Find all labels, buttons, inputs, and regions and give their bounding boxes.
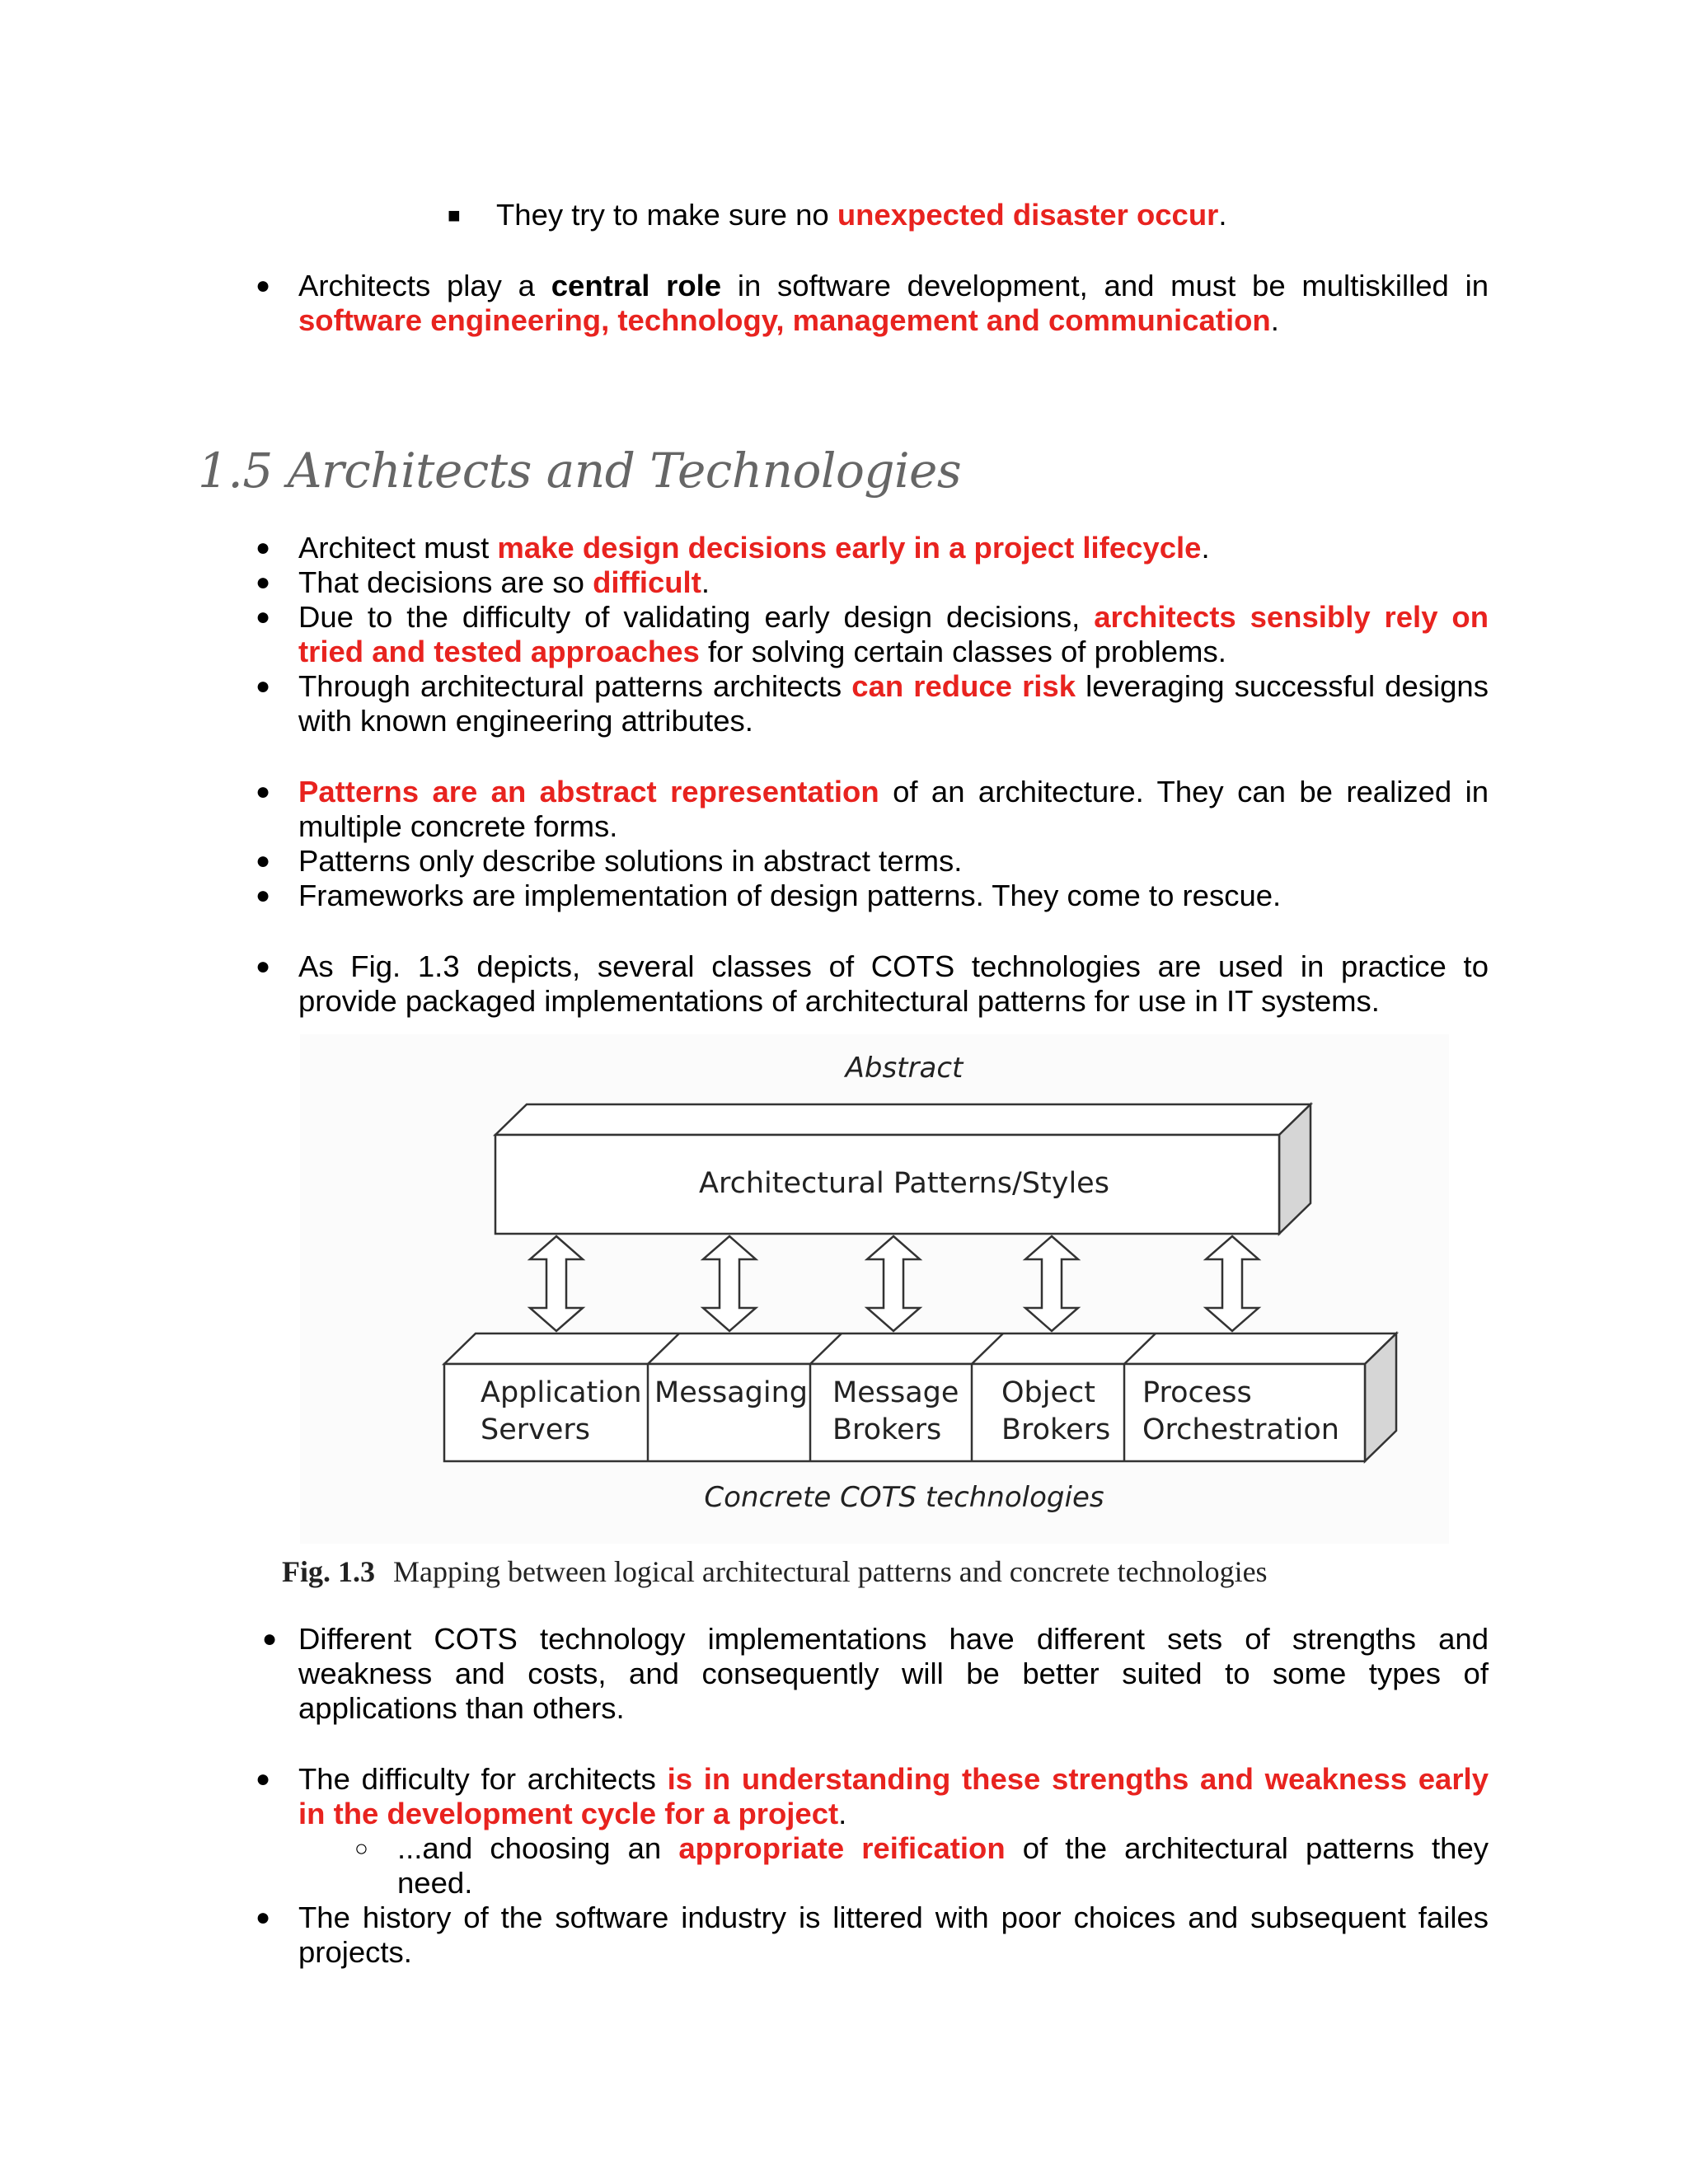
section-heading: 1.5 Architects and Technologies bbox=[198, 443, 962, 499]
bullet-dot-icon: ● bbox=[262, 1625, 278, 1652]
bullet-patterns-abstract-line2: multiple concrete forms. bbox=[298, 809, 618, 843]
tech-boxes bbox=[444, 1333, 1396, 1461]
bullet-cots-strengths-line3: applications than others. bbox=[298, 1691, 625, 1725]
bullet-validating-line1: Due to the difficulty of validating early design decisions, architects sensibly rely on bbox=[298, 600, 1489, 634]
bullet-cots-line2: provide packaged implementations of architectural patterns for use in IT systems. bbox=[298, 984, 1380, 1018]
bullet-dot-icon: ● bbox=[256, 778, 271, 805]
tech-box-3-line2: Brokers bbox=[832, 1413, 942, 1446]
tech-box-5-line2: Orchestration bbox=[1142, 1413, 1339, 1446]
sub-bullet-disaster: They try to make sure no unexpected disaster occur. bbox=[496, 198, 1227, 232]
caption-number: Fig. 1.3 bbox=[282, 1555, 375, 1588]
tech-box-2-line1: Messaging bbox=[654, 1376, 808, 1409]
bullet-dot-icon: ● bbox=[256, 1904, 271, 1931]
figure-diagram bbox=[300, 1034, 1449, 1544]
arrows-group bbox=[530, 1236, 1259, 1331]
figure-svg bbox=[300, 1034, 1449, 1544]
bullet-dot-icon: ● bbox=[256, 569, 271, 596]
architects-role-line1: Architects play a central role in software development, and must be multiskilled in bbox=[298, 269, 1489, 302]
bullet-circle-icon: ○ bbox=[354, 1835, 368, 1861]
tech-box-3-line1: Message bbox=[832, 1376, 959, 1409]
tech-box-4-line1: Object bbox=[1001, 1376, 1095, 1409]
double-arrow-icon bbox=[1025, 1236, 1078, 1331]
bullet-cots-line1: As Fig. 1.3 depicts, several classes of COTS technologies are used in practice to bbox=[298, 949, 1489, 983]
patterns-box bbox=[495, 1104, 1311, 1234]
bullet-dot-icon: ● bbox=[256, 1765, 271, 1793]
bullet-dot-icon: ● bbox=[256, 882, 271, 909]
sub-bullet-reification-line2: need. bbox=[397, 1866, 473, 1900]
bullet-reduce-risk-line1: Through architectural patterns architects can reduce risk leveraging successful designs bbox=[298, 669, 1489, 703]
bullet-frameworks: Frameworks are implementation of design patterns. They come to rescue. bbox=[298, 879, 1282, 912]
abstract-label: Abstract bbox=[845, 1052, 964, 1085]
bullet-difficulty-line1: The difficulty for architects is in understanding these strengths and weakness early bbox=[298, 1762, 1489, 1796]
bullet-difficulty-line2: in the development cycle for a project. bbox=[298, 1797, 847, 1830]
bullet-history-line2: projects. bbox=[298, 1935, 412, 1969]
bullet-dot-icon: ● bbox=[256, 673, 271, 700]
tech-box-5-line1: Process bbox=[1142, 1376, 1252, 1409]
double-arrow-icon bbox=[530, 1236, 583, 1331]
architects-role-line2: software engineering, technology, management and communication. bbox=[298, 303, 1279, 337]
bullet-cots-strengths-line2: weakness and costs, and consequently will be better suited to some types of bbox=[298, 1657, 1489, 1690]
tech-box-1-line2: Servers bbox=[481, 1413, 591, 1446]
tech-box-4-line2: Brokers bbox=[1001, 1413, 1111, 1446]
patterns-box-label: Architectural Patterns/Styles bbox=[699, 1167, 1109, 1200]
double-arrow-icon bbox=[867, 1236, 920, 1331]
bullet-design-decisions: Architect must make design decisions early in a project lifecycle. bbox=[298, 531, 1210, 565]
double-arrow-icon bbox=[703, 1236, 756, 1331]
bullet-dot-icon: ● bbox=[256, 603, 271, 630]
bullet-reduce-risk-line2: with known engineering attributes. bbox=[298, 704, 753, 738]
figure-caption bbox=[282, 1554, 1268, 1589]
bullet-patterns-abstract-line1: Patterns are an abstract representation of an architecture. They can be realized in bbox=[298, 775, 1489, 808]
bullet-cots-strengths-line1: Different COTS technology implementations have different sets of strengths and bbox=[298, 1622, 1489, 1656]
double-arrow-icon bbox=[1206, 1236, 1259, 1331]
bullet-difficult: That decisions are so difficult. bbox=[298, 565, 710, 599]
sub-bullet-reification-line1: ...and choosing an appropriate reification of the architectural patterns they bbox=[397, 1831, 1489, 1865]
square-bullet-icon: ■ bbox=[448, 203, 461, 227]
bullet-history-line1: The history of the software industry is littered with poor choices and subsequent failes bbox=[298, 1900, 1489, 1934]
bullet-dot-icon: ● bbox=[256, 847, 271, 874]
bullet-dot-icon: ● bbox=[256, 534, 271, 561]
bullet-dot-icon: ● bbox=[256, 953, 271, 980]
caption-text: Mapping between logical architectural patterns and concrete technologies bbox=[393, 1555, 1268, 1588]
tech-box-1-line1: Application bbox=[481, 1376, 642, 1409]
bullet-patterns-describe: Patterns only describe solutions in abstract terms. bbox=[298, 844, 963, 878]
bullet-validating-line2: tried and tested approaches for solving certain classes of problems. bbox=[298, 635, 1226, 668]
concrete-label: Concrete COTS technologies bbox=[704, 1481, 1104, 1514]
bullet-dot-icon: ● bbox=[256, 272, 271, 299]
